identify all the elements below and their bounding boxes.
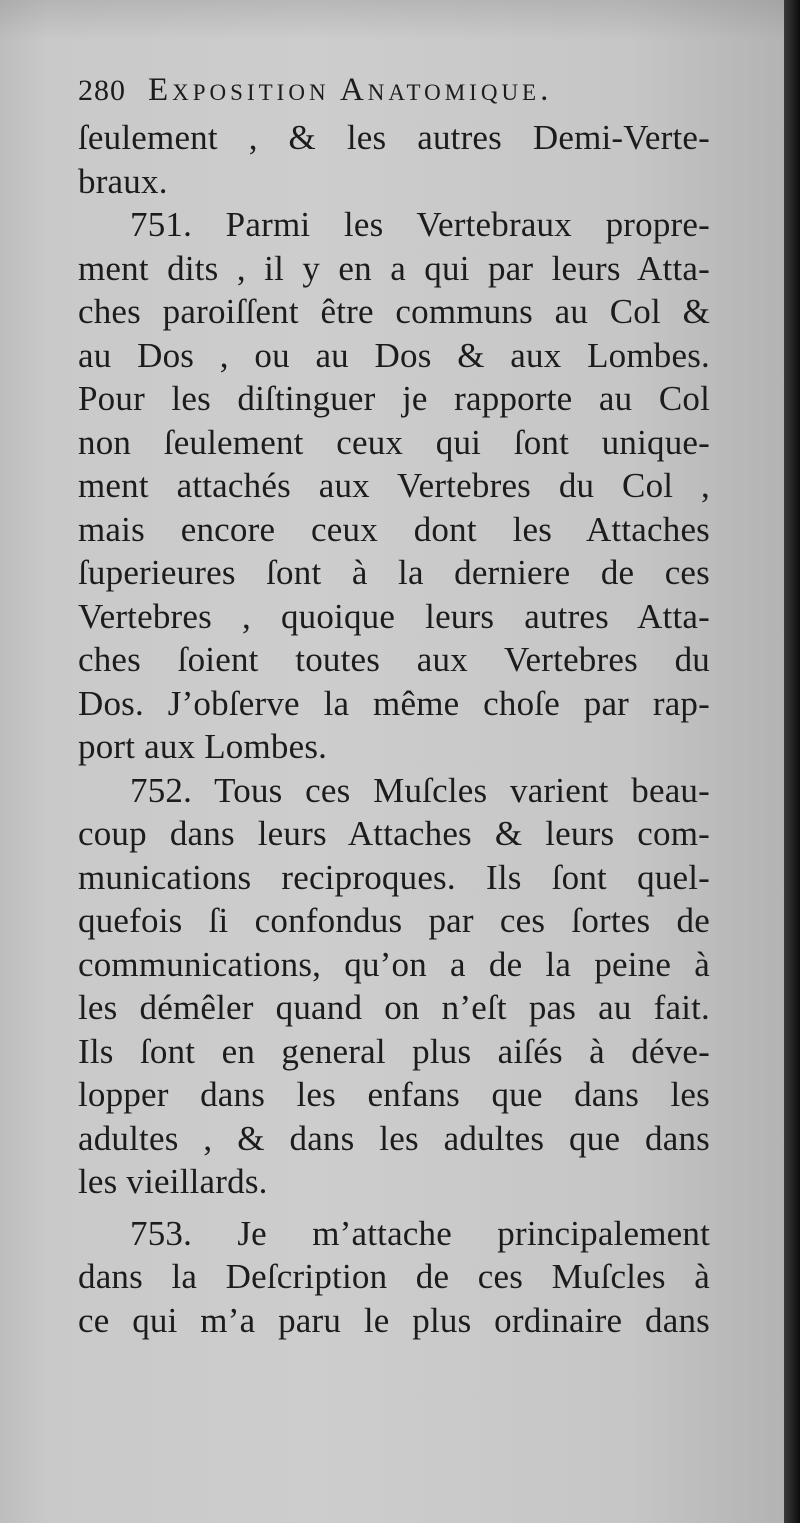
- text-line: dans la Deſcription de ces Muſcles à: [78, 1257, 710, 1296]
- text-line: ment dits , il y en a qui par leurs Atta-: [78, 248, 710, 288]
- text-line: ſuperieures ſont à la derniere de ces: [78, 553, 710, 592]
- text-line: port aux Lombes.: [78, 727, 328, 766]
- text-line: les démêler quand on n’eſt pas au fait.: [78, 988, 710, 1027]
- text-line: quefois ſi confondus par ces ſortes de: [78, 901, 710, 940]
- text-block: [78, 72, 710, 1342]
- text-line: Pour les diſtinguer je rapporte au Col: [78, 379, 710, 418]
- text-line: Ils ſont en general plus aiſés à déve-: [78, 1031, 710, 1071]
- text-line: ce qui m’a paru le plus ordinaire dans: [78, 1300, 710, 1340]
- running-head: [78, 72, 710, 116]
- text-line: 751. Parmi les Vertebraux propre-: [130, 205, 710, 244]
- text-line: adultes , & dans les adultes que dans: [78, 1118, 710, 1158]
- text-line: 753. Je m’attache principalement: [130, 1213, 710, 1253]
- text-line: ches ſoient toutes aux Vertebres du: [78, 640, 710, 679]
- text-line: non ſeulement ceux qui ſont unique-: [78, 422, 710, 462]
- page-edge-shadow: [784, 0, 800, 1523]
- text-line: communications, qu’on a de la peine à: [78, 944, 710, 984]
- text-line: Vertebres , quoique leurs autres Atta-: [78, 596, 710, 636]
- paragraph-751: [78, 203, 710, 769]
- running-title: Exposition Anatomique.: [148, 72, 553, 108]
- page-number: 280: [78, 74, 126, 107]
- text-line: les vieillards.: [78, 1162, 268, 1201]
- text-line: ment attachés aux Vertebres du Col ,: [78, 466, 710, 505]
- page-top-shadow: [0, 0, 784, 40]
- paragraph-753: [78, 1212, 710, 1343]
- text-line: lopper dans les enfans que dans les: [78, 1075, 710, 1114]
- text-line: au Dos , ou au Dos & aux Lombes.: [78, 335, 710, 375]
- text-line: 752. Tous ces Muſcles varient beau-: [130, 770, 710, 810]
- text-line: mais encore ceux dont les Attaches: [78, 509, 710, 549]
- text-line: ches paroiſſent être communs au Col &: [78, 292, 710, 331]
- text-line: coup dans leurs Attaches & leurs com-: [78, 814, 710, 853]
- paragraph-gap: [78, 1204, 710, 1212]
- text-line: braux.: [78, 161, 168, 201]
- text-line: ſeulement , & les autres Demi-Verte-: [78, 118, 710, 157]
- text-line: munications reciproques. Ils ſont quel-: [78, 857, 710, 897]
- text-line: Dos. J’obſerve la même choſe par rap-: [78, 683, 710, 723]
- paragraph-continuation: [78, 116, 710, 203]
- paragraph-752: [78, 769, 710, 1204]
